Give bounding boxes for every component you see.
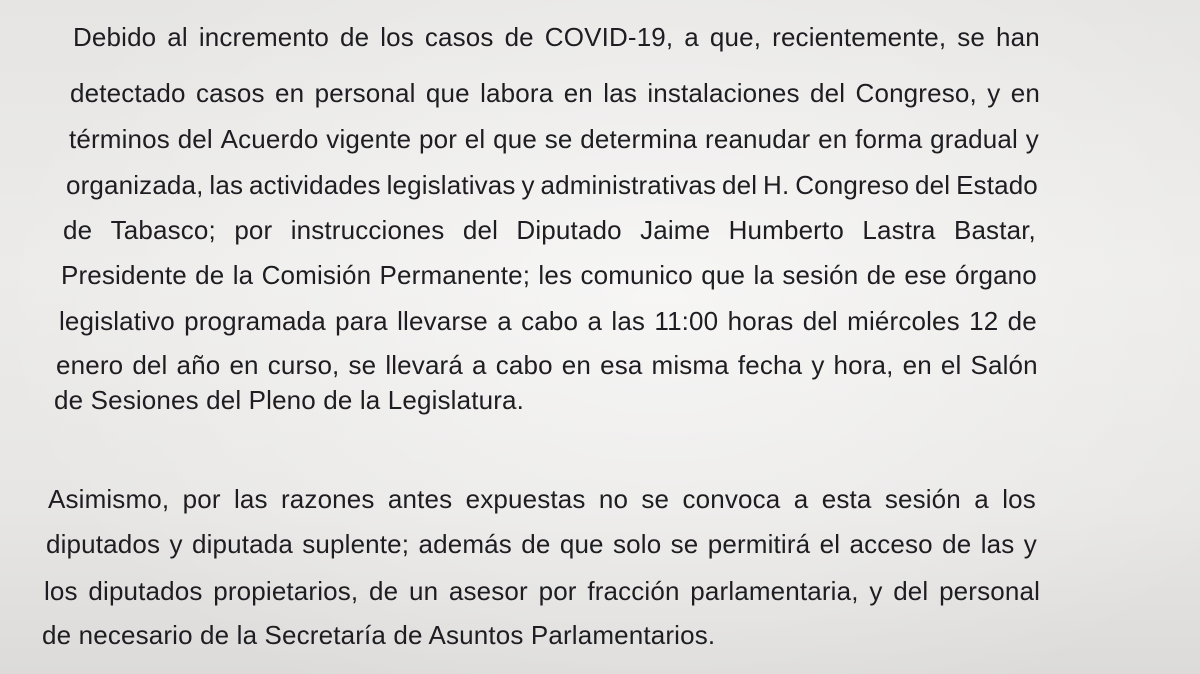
word: labora [480,78,554,108]
word: sesión [884,484,961,514]
word: se [957,22,985,52]
word: instrucciones [290,215,445,245]
word: además [418,529,512,559]
word: ese [904,260,947,290]
word: detectado [70,78,186,108]
word: esta [821,484,872,514]
word: a [793,484,809,514]
word: en [563,78,593,108]
word: comunico [580,260,693,290]
word: llevará [385,350,463,380]
word: reanudar [705,124,811,154]
paragraph-2-line-1 [48,484,1036,514]
word: organizada, [66,170,204,200]
paragraph-1-line-8 [56,350,1038,380]
word: antes [387,484,453,514]
word: y [869,576,883,606]
word: por [418,124,457,154]
word: Tabasco; [110,215,216,245]
word: incremento [198,22,329,52]
word: sesión [782,260,859,290]
word: Comisión [261,260,372,290]
word: las [233,484,268,514]
word: en [902,350,932,380]
word: 12 [969,306,999,336]
word: determina [580,124,698,154]
word: para [335,306,388,336]
paragraph-1-line-7 [59,306,1037,336]
word: propietarios, [213,576,359,606]
word: por [182,484,221,514]
word: se [544,124,573,154]
word: cabo [521,306,579,336]
word: instalaciones [647,78,800,108]
word: que [701,260,746,290]
word: las [603,78,637,108]
word: cabo [495,350,553,380]
word: año [176,350,221,380]
word: las [980,529,1015,559]
word: las [209,170,244,200]
word: y [811,350,825,380]
word: en [818,124,848,154]
word: del [177,124,213,154]
paragraph-1-line-3 [69,124,1039,154]
word: de [1007,306,1037,336]
word: a [974,484,989,514]
word: administrativas [540,170,717,200]
word: y [1023,529,1037,559]
word: de [63,215,93,245]
word: el [940,350,962,380]
word: que [559,529,604,559]
word: y [987,78,1001,108]
word: del [462,215,498,245]
paragraph-1-line-4 [66,170,1038,200]
word: Estado [956,170,1038,200]
word: Congreso, [855,78,977,108]
word: a [497,306,512,336]
word: COVID-19, [544,22,674,52]
word: Humberto [728,215,844,245]
paragraph-1-line-5 [63,215,1036,245]
word: del [893,576,929,606]
word: Debido [73,22,157,52]
word: asesor [448,576,528,606]
word: vigente [326,124,412,154]
word: miércoles [847,306,960,336]
word: en [561,350,592,380]
word: Presidente [61,260,187,290]
word: la [753,260,774,290]
paragraph-2-line-2 [46,529,1037,559]
word: de [339,22,370,52]
word: Diputado [516,215,622,245]
word: esa [600,350,643,380]
word: Salón [970,350,1038,380]
word: el [464,124,486,154]
word: diputados [88,576,203,606]
word: legislativas [386,170,516,200]
word: en [229,350,259,380]
word: Bastar, [953,215,1036,245]
word: en [1010,78,1040,108]
word: no [598,484,629,514]
word: del [802,306,838,336]
word: Lastra [862,215,936,245]
word: términos [69,124,170,154]
word: se [670,529,699,559]
word: razones [281,484,375,514]
word: acceso [849,529,933,559]
word: parlamentaria, [690,576,859,606]
word: gradual [930,124,1018,154]
word: del [915,170,951,200]
word: solo [613,529,662,559]
word: recientemente, [772,22,947,52]
word: las [611,306,646,336]
word: la [232,260,254,290]
word: curso, [267,350,340,380]
word: casos [195,78,265,108]
word: a [684,22,699,52]
word: diputada [191,529,293,559]
word: fecha [737,350,803,380]
word: del [810,78,846,108]
word: que, [709,22,762,52]
paragraph-2-line-4: de necesario de la Secretaría de Asuntos Parlamentarios. [42,620,716,650]
word: y [521,170,535,200]
word: Congreso [795,170,910,200]
word: de [504,22,534,52]
word: diputados [46,529,161,559]
word: un [408,576,439,606]
word: suplente; [302,529,410,559]
word: por [234,215,273,245]
word: órgano [955,260,1037,290]
word: H. [763,170,790,200]
paragraph-1-line-9: de Sesiones del Pleno de la Legislatura. [54,385,524,415]
word: los [380,22,414,52]
paragraph-1-line-1 [73,22,1040,52]
word: de [942,529,972,559]
word: 11:00 [654,306,719,336]
word: el [819,529,841,559]
word: forma [855,124,923,154]
word: de [369,576,399,606]
word: expuestas [465,484,586,514]
paragraph-1-line-2 [70,78,1040,108]
word: casos [424,22,494,52]
word: de [521,529,551,559]
word: fracción [587,576,680,606]
word: del [132,350,168,380]
word: Jaime [640,215,711,245]
word: a [472,350,487,380]
word: se [348,350,377,380]
word: a [587,306,603,336]
word: Acuerdo [220,124,319,154]
word: del [722,170,758,200]
word: que [425,78,470,108]
word: han [996,22,1040,52]
paragraph-1-line-6 [61,260,1037,290]
word: personal [939,576,1040,606]
word: hora, [833,350,894,380]
paragraph-2-line-3 [44,576,1040,606]
word: de [195,260,225,290]
word: les [538,260,573,290]
word: por [538,576,577,606]
word: Asimismo, [48,484,170,514]
word: llevarse [397,306,488,336]
word: Permanente; [379,260,531,290]
word: programada [184,306,326,336]
word: legislativo [59,306,175,336]
word: misma [651,350,729,380]
word: enero [56,350,124,380]
word: personal [314,78,416,108]
word: de [866,260,896,290]
word: en [274,78,305,108]
word: se [641,484,670,514]
word: y [169,529,183,559]
word: los [44,576,78,606]
word: y [1025,124,1039,154]
word: actividades [248,170,381,200]
word: que [493,124,537,154]
word: al [167,22,188,52]
word: horas [727,306,794,336]
word: permitirá [707,529,811,559]
word: convoca [682,484,781,514]
word: los [1002,484,1036,514]
